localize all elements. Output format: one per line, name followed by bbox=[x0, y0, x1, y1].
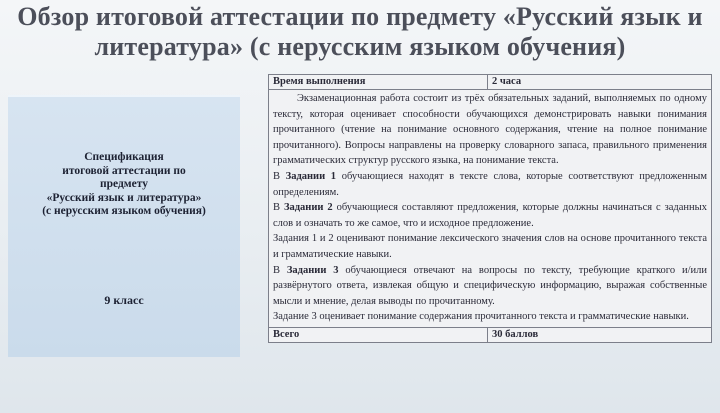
exam-overview-table bbox=[268, 74, 712, 343]
table-row bbox=[269, 327, 712, 342]
table-row bbox=[269, 90, 712, 328]
task1-label: Задании 1 bbox=[285, 170, 337, 182]
title-line-1: Обзор итоговой аттестации по предмету «Русский язык и bbox=[17, 2, 703, 31]
table-row bbox=[269, 75, 712, 90]
total-label-cell: Всего bbox=[269, 327, 488, 342]
spec-line: (с нерусским языком обучения) bbox=[42, 205, 206, 217]
spec-line: предмету bbox=[100, 178, 148, 190]
task1-paragraph: В Задании 1 обучающиеся находят в тексте слова, которые соответствуют предложенным определениям. bbox=[273, 170, 707, 198]
spec-line: «Русский язык и литература» bbox=[46, 191, 202, 204]
task3-paragraph: В Задании 3 обучающиеся отвечают на вопросы по тексту, требующие краткого и/или развёрнутого ответа, извлекая общую и специфическую информацию, выражая собственные мысли и мнение, делая выводы по прочитанному. bbox=[273, 264, 707, 307]
page-title bbox=[0, 2, 720, 62]
description-cell bbox=[269, 90, 712, 328]
spec-line: Спецификация bbox=[84, 151, 164, 163]
intro-paragraph: Экзаменационная работа состоит из трёх обязательных заданий, выполняемых по одному тексту, которая оценивает способности обучающихся демонстрировать навыки понимания прочитанного (чтение на понимание основного содержания, чтение на полное понимание прочитанного). Вопросы направлены на проверку словарного запаса, правильного применения грамматических структур русского языка, на понимание текста. bbox=[273, 93, 707, 167]
tasks12-eval-paragraph: Задания 1 и 2 оценивают понимание лексического значения слов на основе прочитанного текста и грамматические навыки. bbox=[273, 233, 707, 260]
task2-label: Задании 2 bbox=[283, 202, 333, 214]
specification-text bbox=[8, 151, 240, 219]
task3-label: Задании 3 bbox=[286, 264, 339, 276]
task2-paragraph: В Задании 2 обучающиеся составляют предложения, которые должны начинаться с заданных слов и означать то же самое, что и исходное предложение. bbox=[273, 202, 707, 229]
title-line-2: литература» (с нерусским языком обучения) bbox=[94, 32, 626, 61]
time-label-cell: Время выполнения bbox=[269, 75, 488, 90]
time-value-cell: 2 часа bbox=[488, 75, 712, 90]
task3-eval-paragraph: Задание 3 оценивает понимание содержания прочитанного текста и грамматические навыки. bbox=[273, 311, 689, 323]
specification-panel bbox=[8, 95, 240, 357]
grade-label: 9 класс bbox=[104, 293, 144, 307]
total-value-cell: 30 баллов bbox=[488, 327, 712, 342]
spec-line: итоговой аттестации по bbox=[62, 164, 186, 177]
